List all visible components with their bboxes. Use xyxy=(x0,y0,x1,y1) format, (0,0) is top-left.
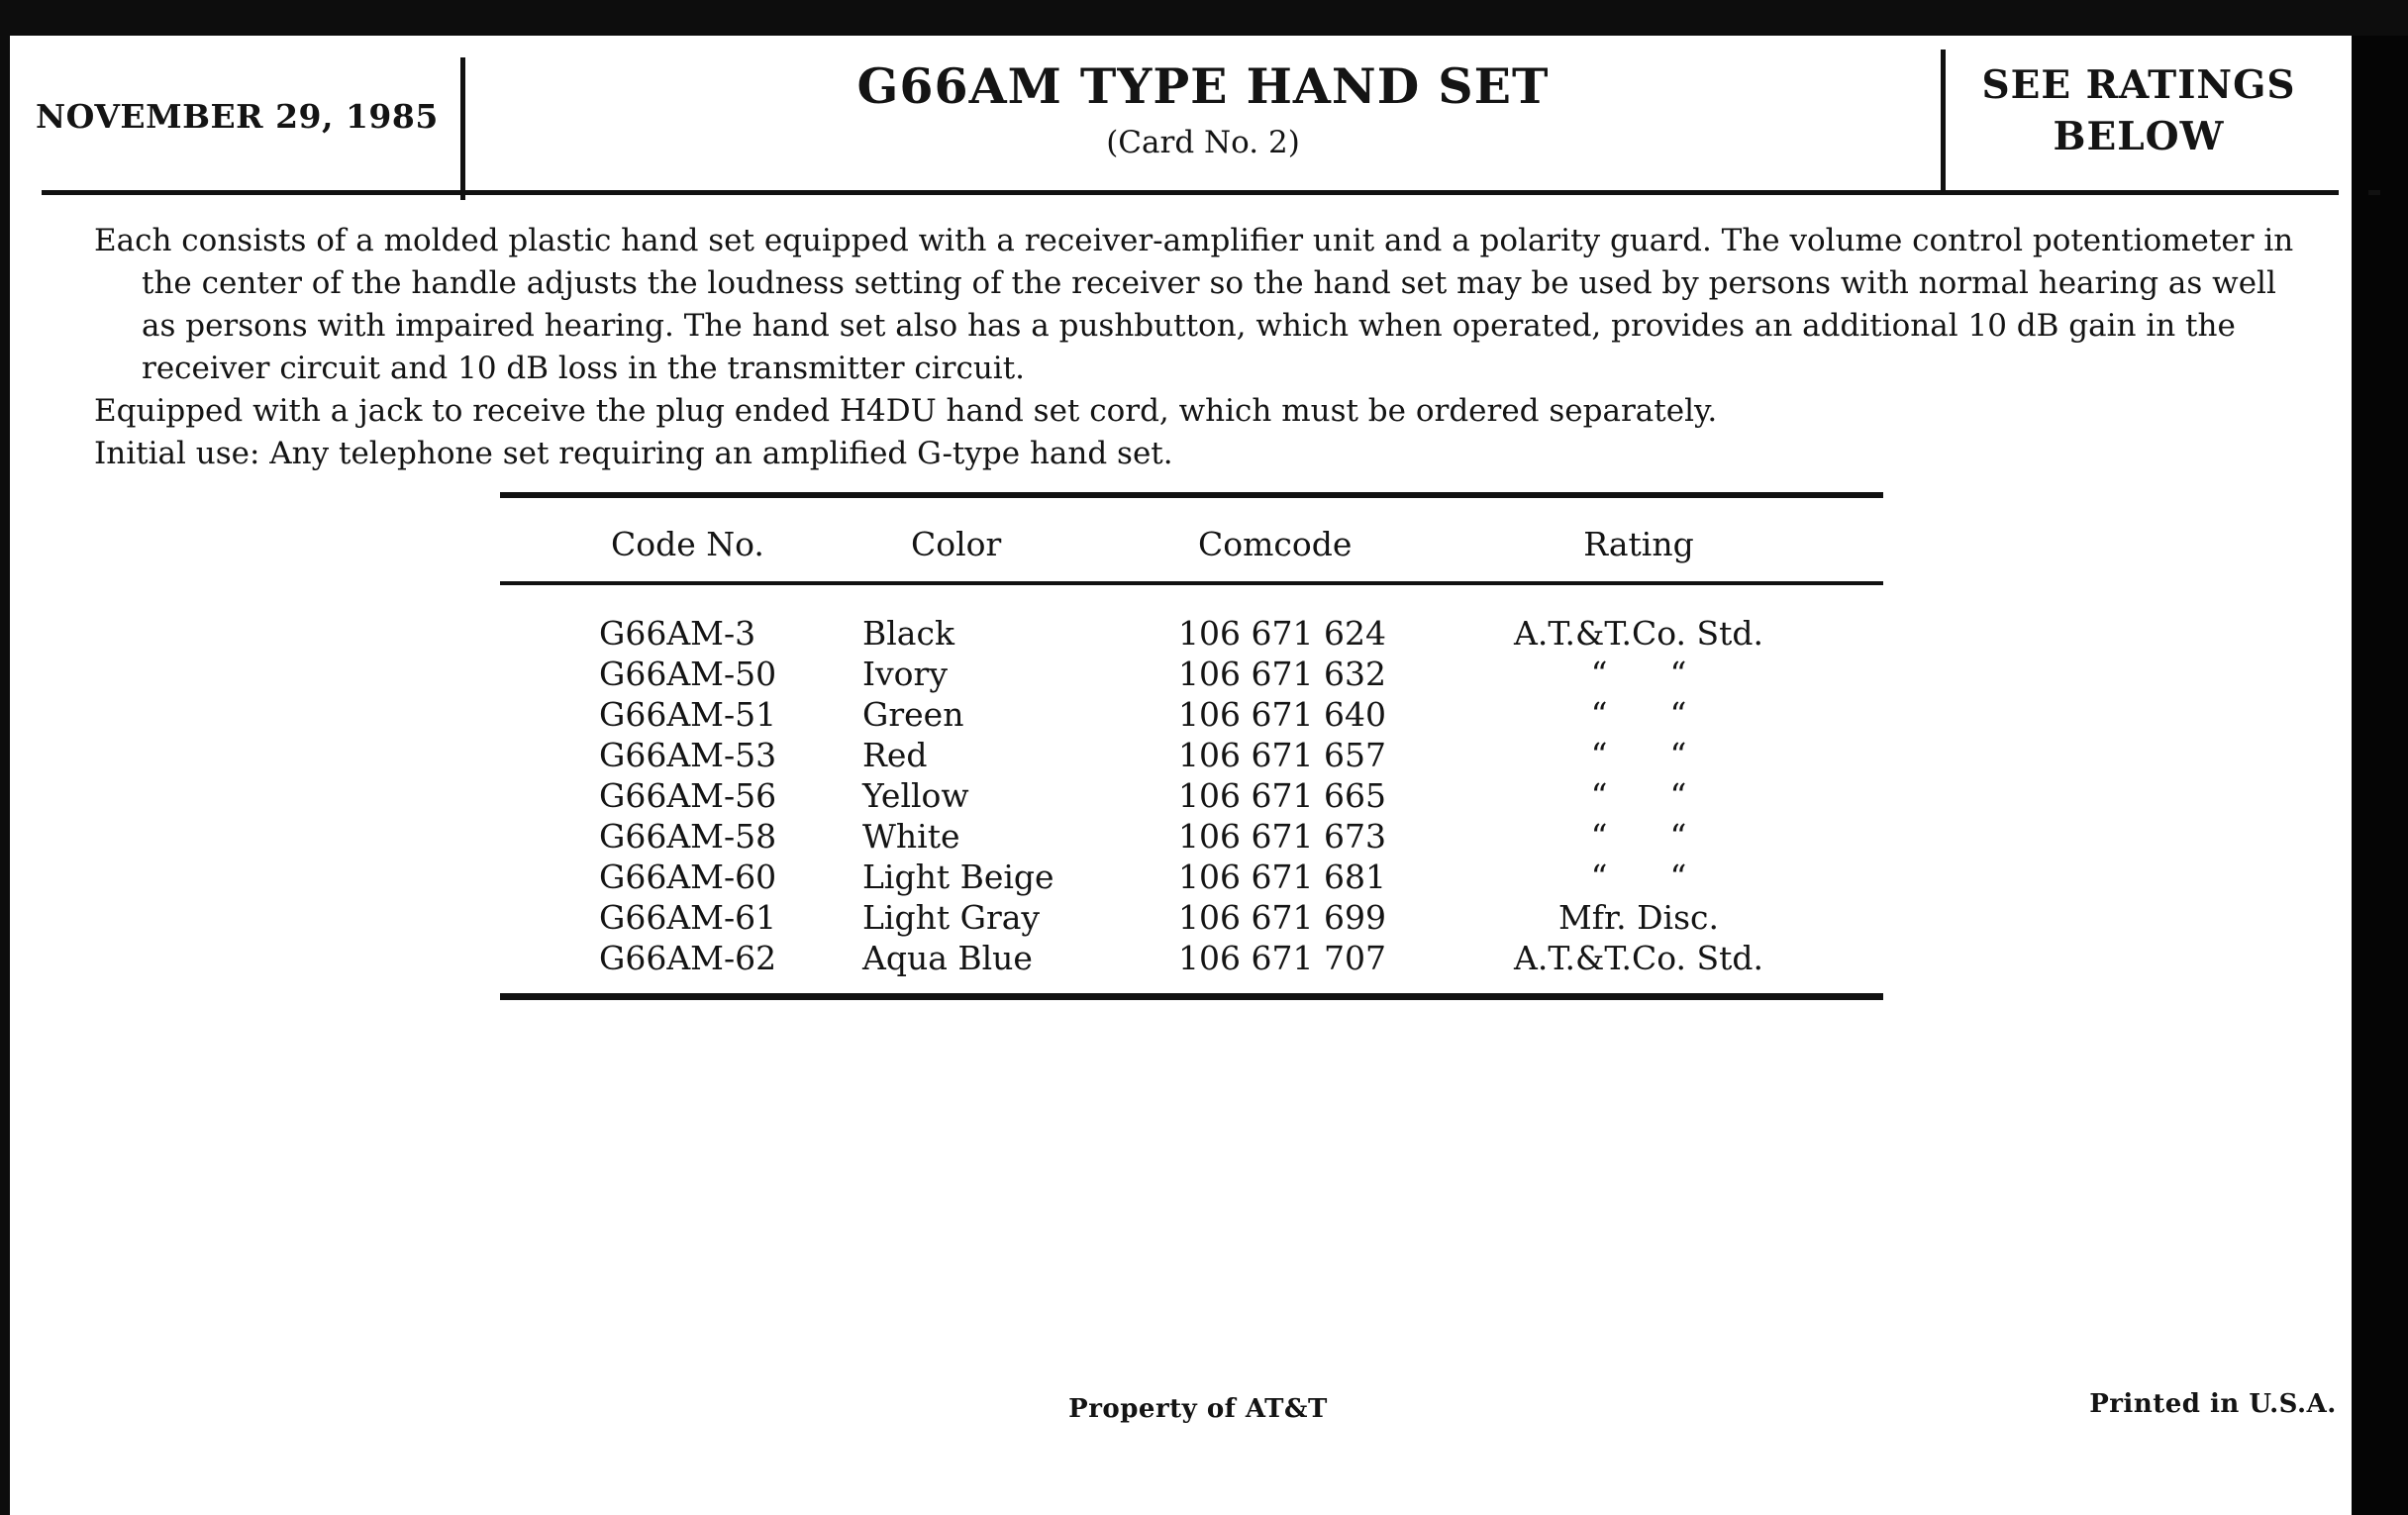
header-rule xyxy=(42,190,2339,195)
cell-comcode: 106 671 657 xyxy=(1178,736,1386,774)
cell-code: G66AM-62 xyxy=(599,939,777,977)
header-divider-right xyxy=(1941,50,1946,194)
cell-code: G66AM-51 xyxy=(599,695,777,734)
header-rule-tick xyxy=(2368,190,2380,195)
card-date: NOVEMBER 29, 1985 xyxy=(36,97,439,136)
header-comcode: Comcode xyxy=(1198,525,1353,563)
cell-color: Black xyxy=(862,614,954,653)
table-row xyxy=(500,939,1886,979)
ratings-note xyxy=(1956,59,2322,162)
cell-rating: “ “ xyxy=(1590,817,1687,856)
table-bottom-rule xyxy=(500,993,1883,1000)
cell-code: G66AM-50 xyxy=(599,655,777,693)
cell-color: Green xyxy=(862,695,964,734)
header-color: Color xyxy=(911,525,1002,563)
cell-color: White xyxy=(862,817,960,856)
ratings-note-line2: BELOW xyxy=(2053,114,2225,159)
cell-color: Light Gray xyxy=(862,898,1041,937)
cell-color: Ivory xyxy=(862,655,948,693)
cell-code: G66AM-58 xyxy=(599,817,777,856)
ratings-note-line1: SEE RATINGS xyxy=(1981,62,2296,108)
cell-color: Light Beige xyxy=(862,858,1054,896)
cell-rating: “ “ xyxy=(1590,776,1687,815)
cell-comcode: 106 671 681 xyxy=(1178,858,1386,896)
scan-edge xyxy=(2352,36,2408,1515)
cell-comcode: 106 671 673 xyxy=(1178,817,1386,856)
cell-rating: A.T.&T.Co. Std. xyxy=(1514,614,1763,653)
footer-property: Property of AT&T xyxy=(1068,1394,1328,1424)
table-row xyxy=(500,776,1886,817)
cell-rating: “ “ xyxy=(1590,736,1687,774)
table-row xyxy=(500,858,1886,898)
header-rating: Rating xyxy=(1583,525,1694,563)
table-header xyxy=(500,525,1886,565)
cell-rating: Mfr. Disc. xyxy=(1557,898,1720,937)
cell-code: G66AM-3 xyxy=(599,614,756,653)
cell-color: Yellow xyxy=(862,776,969,815)
card-title: G66AM TYPE HAND SET xyxy=(856,57,1550,115)
cell-code: G66AM-60 xyxy=(599,858,777,896)
table-row xyxy=(500,655,1886,695)
cell-rating: A.T.&T.Co. Std. xyxy=(1514,939,1763,977)
cell-code: G66AM-56 xyxy=(599,776,777,815)
header-code: Code No. xyxy=(611,525,764,563)
cell-comcode: 106 671 665 xyxy=(1178,776,1386,815)
cell-rating: “ “ xyxy=(1590,858,1687,896)
cell-color: Red xyxy=(862,736,928,774)
cell-rating: “ “ xyxy=(1590,695,1687,734)
cell-comcode: 106 671 640 xyxy=(1178,695,1386,734)
footer-printed: Printed in U.S.A. xyxy=(2089,1389,2337,1419)
table-row xyxy=(500,817,1886,858)
description-paragraph-3: Initial use: Any telephone set requiring an amplified G-type hand set. xyxy=(94,436,1173,471)
card-subtitle: (Card No. 2) xyxy=(1106,125,1300,160)
cell-code: G66AM-53 xyxy=(599,736,777,774)
description-paragraph-1: Each consists of a molded plastic hand set equipped with a receiver-amplifier unit and a polarity guard. The volume control potentiometer in the center of the handle adjusts the loudness setting of the receiver so the hand set may be used by persons with normal hearing as well as persons with impaired hearing. The hand set also has a pushbutton, which when operated, provides an additional 10 dB gain in the receiver circuit and 10 dB loss in the transmitter circuit. xyxy=(94,223,2294,386)
cell-comcode: 106 671 624 xyxy=(1178,614,1386,653)
cell-color: Aqua Blue xyxy=(862,939,1033,977)
cell-comcode: 106 671 632 xyxy=(1178,655,1386,693)
table-header-rule xyxy=(500,581,1883,585)
table-row xyxy=(500,898,1886,939)
table-top-rule xyxy=(500,492,1883,498)
description-paragraph-2: Equipped with a jack to receive the plug ended H4DU hand set cord, which must be ordered separately. xyxy=(94,393,1718,429)
table-row xyxy=(500,695,1886,736)
cell-comcode: 106 671 699 xyxy=(1178,898,1386,937)
cell-rating: “ “ xyxy=(1590,655,1687,693)
table-row xyxy=(500,736,1886,776)
table-row xyxy=(500,614,1886,655)
cell-code: G66AM-61 xyxy=(599,898,777,937)
description xyxy=(94,220,2297,475)
cell-comcode: 106 671 707 xyxy=(1178,939,1386,977)
